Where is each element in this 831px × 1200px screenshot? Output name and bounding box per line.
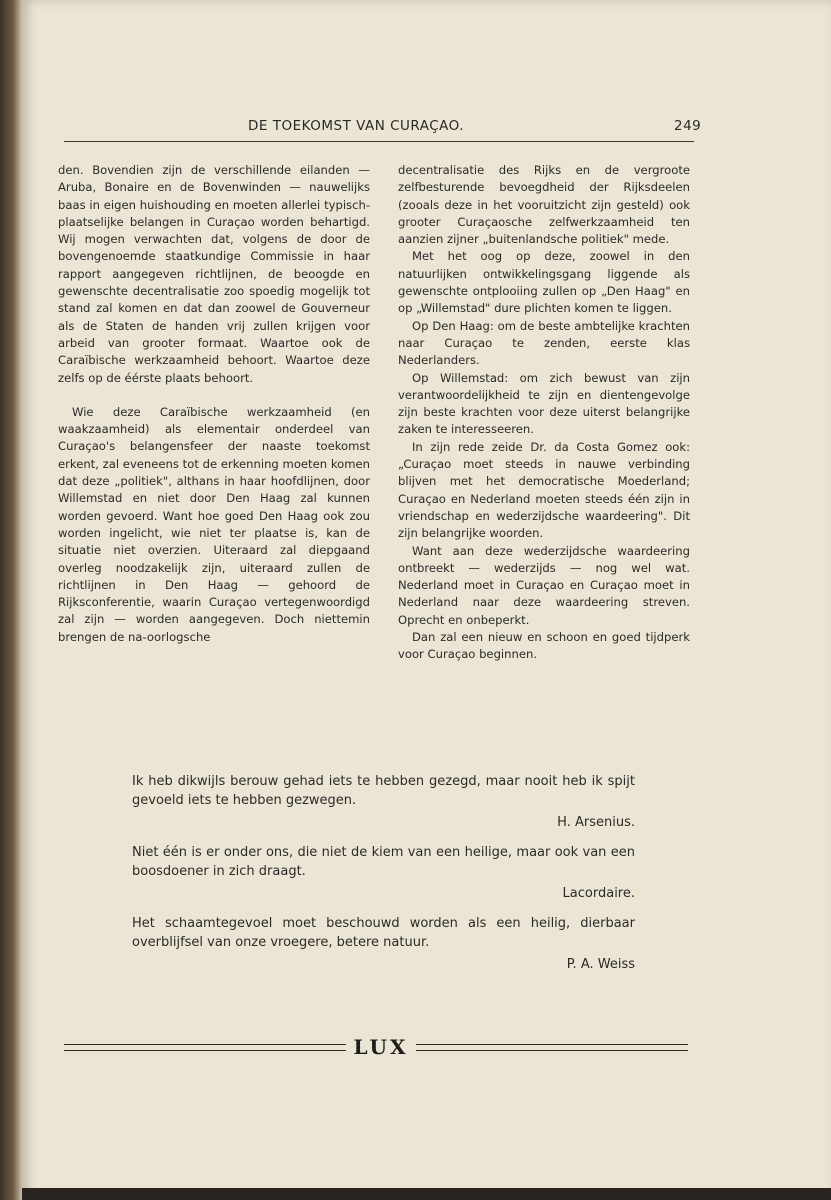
lux-imprint: LUX [353, 1035, 409, 1059]
quote-author: H. Arsenius. [557, 815, 635, 830]
paragraph: Dan zal een nieuw en schoon en goed tijdperk voor Curaçao beginnen. [398, 630, 690, 662]
paragraph: Want aan deze wederzijdsche waardeering ontbreekt — wederzijds — nog wel wat. Nederland moet in Curaçao en Curaçao moet in Nederland naar deze waardeering streven. Oprecht en onbeperkt. [398, 543, 690, 627]
paragraph: Op Willemstad: om zich bewust van zijn verantwoordelijkheid te zijn en dientengevolge zijn beste krachten voor deze uiterst belangrijke zaken te interesseeren. [398, 370, 690, 437]
left-column [58, 162, 370, 646]
quote-text: Niet één is er onder ons, die niet de kiem van een heilige, maar ook van een boosdoener in zich draagt. [132, 845, 635, 879]
footer-rule-left [64, 1044, 346, 1051]
paragraph: Met het oog op deze, zoowel in den natuurlijken ontwikkelingsgang liggende als gewenschte ontplooiing zullen op „Den Haag" en op „Willemstad" dure plichten komen te liggen. [398, 249, 690, 316]
right-column [398, 162, 690, 664]
header-rule [64, 141, 694, 142]
paragraph: Wie deze Caraïbische werkzaamheid (en waakzaamheid) als elementair onderdeel van Curaçao's belangensfeer der naaste toekomst erkent, zal eveneens tot de erkenning moeten komen dat deze „politiek", althans in haar hoofdlijnen, door Willemstad en niet door Den Haag zal kunnen worden gevoerd. Want hoe goed Den Haag ook zou worden ingelicht, wie niet ter plaatse is, kan de situatie niet overzien. Uiteraard zal diepgaand overleg noodzakelijk zijn, uiteraard zullen de richtlijnen in Den Haag — gehoord de Rijksconferentie, waarin Curaçao vertegenwoordigd zal zijn — worden aangegeven. Doch niettemin brengen de na-oorlogsche [58, 404, 370, 644]
quote [132, 772, 635, 832]
page-number: 249 [674, 118, 702, 134]
quote-author: Lacordaire. [562, 886, 635, 901]
book-spine [0, 0, 22, 1200]
paragraph: den. Bovendien zijn de verschillende eilanden — Aruba, Bonaire en de Bovenwinden — nauwelijks baas in eigen huishouding en moeten allerlei typisch-plaatselijke belangen in Curaçao worden behartigd. Wij mogen verwachten dat, volgens de door de bovengenoemde staatkundige Commissie in haar rapport aangegeven richtlijnen, de beoogde en gewenschte decentralisatie zoo spoedig mogelijk tot stand zal komen en dat dan zoowel de Gouverneur als de Staten de handen vrij zullen krijgen voor arbeid van grooter formaat. Waartoe ook de Caraïbische werkzaamheid behoort. Waartoe deze zelfs op de éérste plaats behoort. [58, 163, 370, 385]
quote [132, 843, 635, 903]
paragraph: decentralisatie des Rijks en de vergroote zelfbesturende bevoegdheid der Rijksdeelen (zooals deze in het vooruitzicht zijn gesteld) ook grooter Curaçaosche zelfwerkzaamheid ten aanzien zijner „buitenlandsche politiek" mede. [398, 163, 690, 247]
quote [132, 914, 635, 974]
quotations [132, 772, 635, 985]
lux-footer [64, 1035, 688, 1060]
page-edge [22, 1188, 831, 1200]
footer-rule-right [416, 1044, 688, 1051]
paragraph: Op Den Haag: om de beste ambtelijke krachten naar Curaçao te zenden, eerste klas Nederlanders. [398, 318, 690, 368]
quote-author: P. A. Weiss [566, 957, 635, 972]
quote-text: Het schaamtegevoel moet beschouwd worden als een heilig, dierbaar overblijfsel van onze vroegere, betere natuur. [132, 916, 635, 950]
article-title: DE TOEKOMST VAN CURAÇAO. [248, 118, 465, 134]
quote-text: Ik heb dikwijls berouw gehad iets te hebben gezegd, maar nooit heb ik spijt gevoeld iets te hebben gezwegen. [132, 774, 635, 808]
paragraph: In zijn rede zeide Dr. da Costa Gomez ook: „Curaçao moet steeds in nauwe verbinding blijven met het democratische Moederland; Curaçao en Nederland moeten steeds één zijn in vriendschap en wederzijdsche waardeering". Dit zijn belangrijke woorden. [398, 439, 690, 541]
